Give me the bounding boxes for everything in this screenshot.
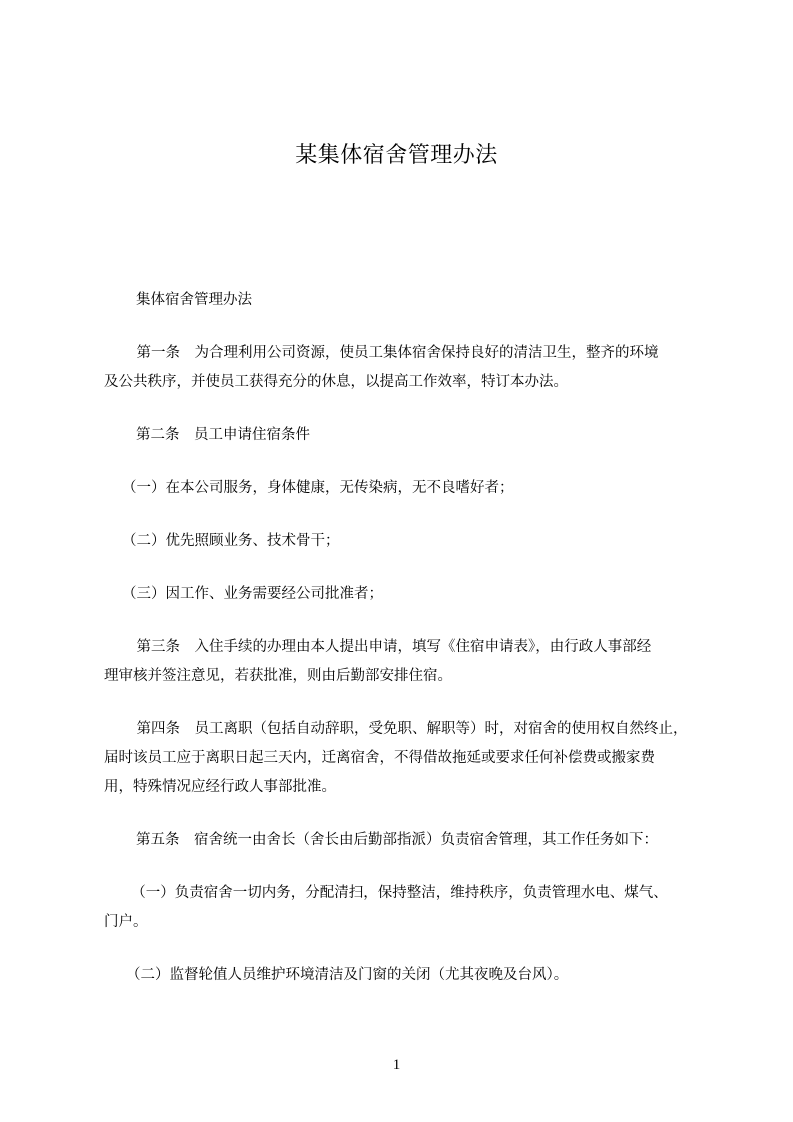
- article-5-item-2: （二）监督轮值人员维护环境清洁及门窗的关闭（尤其夜晚及台风）。: [126, 967, 569, 983]
- article-2-item-1: （一）在本公司服务，身体健康，无传染病，无不良嗜好者；: [122, 480, 514, 496]
- article-4-line-2: 届时该员工应于离职日起三天内，迁离宿舍，不得借故拖延或要求任何补偿费或搬家费: [104, 750, 655, 766]
- article-5-item-1-line-2: 门户。: [104, 914, 148, 930]
- page-number: 1: [392, 1057, 401, 1073]
- article-2-heading: 第二条 员工申请住宿条件: [136, 427, 310, 443]
- article-1-line-1: 第一条 为合理利用公司资源，使员工集体宿舍保持良好的清洁卫生，整齐的环境: [122, 345, 659, 361]
- article-2-item-3: （三）因工作、业务需要经公司批准者；: [122, 586, 383, 602]
- article-3-line-2: 理审核并签注意见，若获批准，则由后勤部安排住宿。: [104, 668, 452, 684]
- article-1-line-2: 及公共秩序，并使员工获得充分的休息，以提高工作效率，特订本办法。: [104, 374, 568, 390]
- section-heading: 集体宿舍管理办法: [136, 292, 252, 308]
- article-4-line-1: 第四条 员工离职（包括自动辞职，受免职、解职等）时，对宿舍的使用权自然终止，: [122, 721, 688, 737]
- article-3-line-1: 第三条 入住手续的办理由本人提出申请，填写《住宿申请表》，由行政人事部经: [122, 639, 652, 655]
- article-2-item-2: （二）优先照顾业务、技术骨干；: [122, 533, 340, 549]
- article-4-line-3: 用，特殊情况应经行政人事部批准。: [104, 779, 336, 795]
- article-5-item-1-line-1: （一）负责宿舍一切内务，分配清扫，保持整洁，维持秩序，负责管理水电、煤气、: [124, 885, 668, 901]
- article-5-heading: 第五条 宿舍统一由舍长（舍长由后勤部指派）负责宿舍管理，其工作任务如下：: [136, 832, 658, 848]
- document-title: 某集体宿舍管理办法: [295, 143, 498, 168]
